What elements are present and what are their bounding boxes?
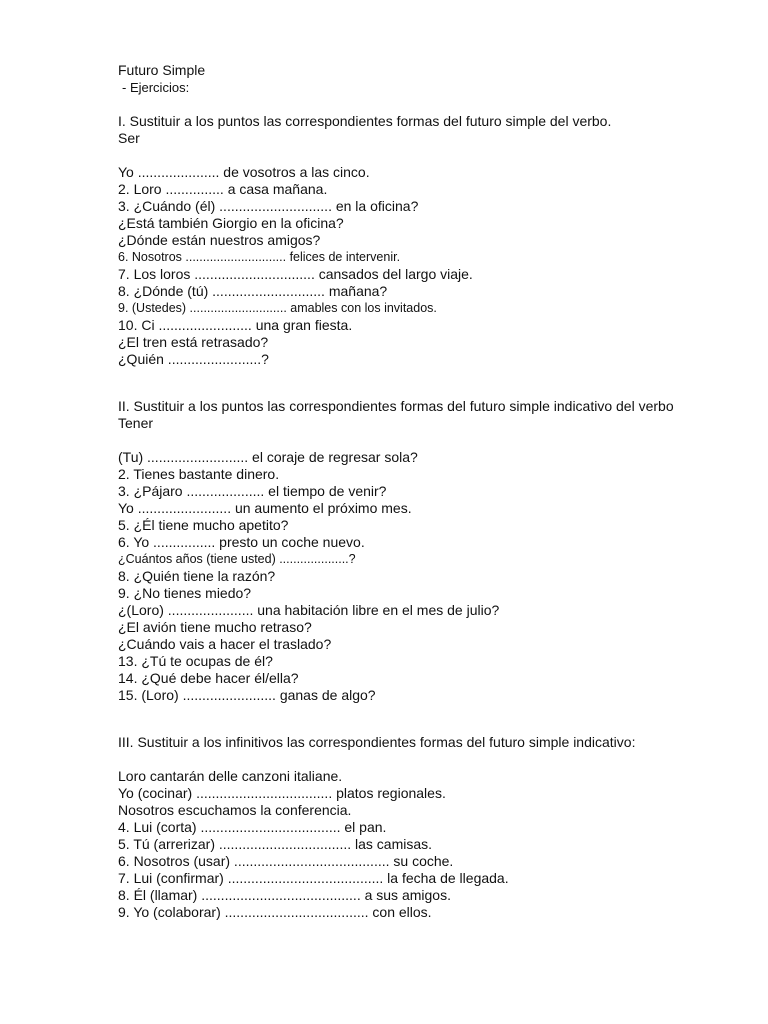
exercise-item: 8. ¿Quién tiene la razón?: [118, 568, 276, 584]
exercise-item: 3. ¿Pájaro .................... el tiempo de venir?: [118, 483, 387, 499]
exercise-item: 7. Los loros ............................... cansados del largo viaje.: [118, 266, 473, 282]
document-page: [118, 62, 748, 921]
exercise-item: 6. Yo ................ presto un coche nuevo.: [118, 534, 365, 550]
exercise-item: 8. ¿Dónde (tú) ............................. mañana?: [118, 283, 388, 299]
exercise-item: ¿Está también Giorgio en la oficina?: [118, 215, 344, 231]
exercise-item: 6. Nosotros (usar) ........................................ su coche.: [118, 853, 454, 869]
exercise-item: Nosotros escuchamos la conferencia.: [118, 802, 352, 818]
exercise-item: 6. Nosotros ............................. felices de intervenir.: [118, 250, 401, 264]
section-1-verb: Ser: [118, 130, 140, 146]
exercise-item: ¿(Loro) ...................... una habitación libre en el mes de julio?: [118, 602, 500, 618]
exercise-item: Yo ..................... de vosotros a las cinco.: [118, 164, 370, 180]
exercise-item: 9. (Ustedes) ............................ amables con los invitados.: [118, 301, 437, 315]
section-1-heading: I. Sustituir a los puntos las correspondientes formas del futuro simple del verbo.: [118, 113, 612, 129]
section-1: [118, 113, 748, 368]
section-3: [118, 734, 748, 921]
exercise-item: Loro cantarán delle canzoni italiane.: [118, 768, 343, 784]
page-subtitle: - Ejercicios:: [122, 80, 190, 95]
exercise-item: 9. ¿No tienes miedo?: [118, 585, 252, 601]
exercise-item: 14. ¿Qué debe hacer él/ella?: [118, 670, 299, 686]
exercise-item: 5. Tú (arrerizar) .................................. las camisas.: [118, 836, 433, 852]
exercise-item: 9. Yo (colaborar) ..................................... con ellos.: [118, 904, 432, 920]
section-3-heading: III. Sustituir a los infinitivos las correspondientes formas del futuro simple indicativo:: [118, 734, 636, 750]
exercise-item: 4. Lui (corta) .................................... el pan.: [118, 819, 387, 835]
exercise-item: ¿Cuántos años (tiene usted) ....................?: [118, 552, 356, 566]
exercise-item: (Tu) .......................... el coraje de regresar sola?: [118, 449, 418, 465]
section-2-heading: II. Sustituir a los puntos las correspondientes formas del futuro simple indicativo del verbo: [118, 398, 674, 414]
exercise-item: 8. Él (llamar) ......................................... a sus amigos.: [118, 887, 451, 903]
page-title: Futuro Simple: [118, 62, 206, 78]
exercise-item: 5. ¿Él tiene mucho apetito?: [118, 517, 289, 533]
exercise-item: Yo (cocinar) ................................... platos regionales.: [118, 785, 446, 801]
exercise-item: ¿El tren está retrasado?: [118, 334, 269, 350]
exercise-item: ¿El avión tiene mucho retraso?: [118, 619, 312, 635]
exercise-item: 7. Lui (confirmar) ........................................ la fecha de llegada.: [118, 870, 509, 886]
exercise-item: 13. ¿Tú te ocupas de él?: [118, 653, 273, 669]
exercise-item: 15. (Loro) ........................ ganas de algo?: [118, 687, 376, 703]
exercise-item: 2. Tienes bastante dinero.: [118, 466, 280, 482]
exercise-item: 3. ¿Cuándo (él) ............................. en la oficina?: [118, 198, 419, 214]
exercise-item: ¿Cuándo vais a hacer el traslado?: [118, 636, 332, 652]
exercise-item: ¿Dónde están nuestros amigos?: [118, 232, 321, 248]
section-2-verb: Tener: [118, 415, 154, 431]
exercise-item: ¿Quién ........................?: [118, 351, 269, 367]
exercise-item: Yo ........................ un aumento el próximo mes.: [118, 500, 412, 516]
section-2: [118, 398, 748, 704]
exercise-item: 2. Loro ............... a casa mañana.: [118, 181, 328, 197]
exercise-item: 10. Ci ........................ una gran fiesta.: [118, 317, 353, 333]
